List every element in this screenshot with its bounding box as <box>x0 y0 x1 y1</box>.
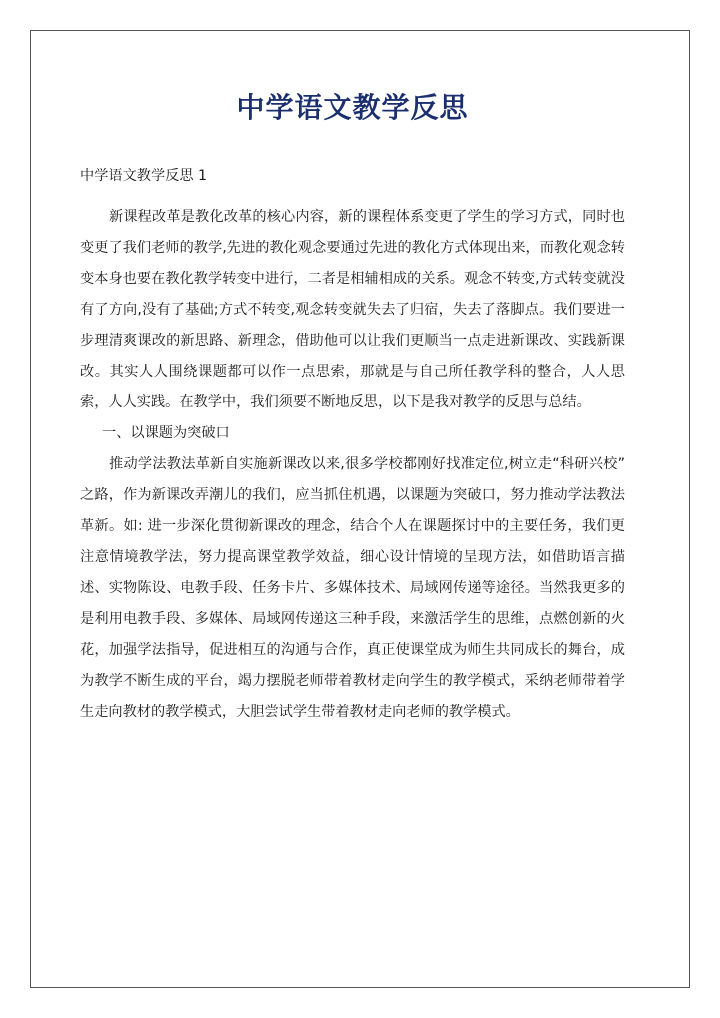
document-subtitle: 中学语文教学反思 1 <box>80 168 208 184</box>
document-title: 中学语文教学反思 <box>236 91 469 124</box>
paragraph-intro: 新课程改革是教化改革的核心内容，新的课程体系变更了学生的学习方式，同时也变更了我们老师的教学,先进的教化观念要通过先进的教化方式体现出来，而教化观念转变本身也要在教化教学转变中进行，二者是相辅相成的关系。观念不转变,方式转变就没有了方向,没有了基础;方式不转变,观念转变就失去了归宿，失去了落脚点。我们要进一步理清爽课改的新思路、新理念，借助他可以让我们更顺当一点走进新课改、实践新课改。其实人人围绕课题都可以作一点思索，那就是与自己所任教学科的整合，人人思索，人人实践。在教学中，我们须要不断地反思，以下是我对教学的反思与总结。 <box>80 209 625 411</box>
document-body <box>80 90 625 727</box>
section-heading-1: 一、以课题为突破口 <box>102 425 230 442</box>
paragraph-section-1: 推动学法教法革新自实施新课改以来,很多学校都刚好找准定位,树立走“科研兴校” 之路，作为新课改弄潮儿的我们，应当抓住机遇，以课题为突破口，努力推动学法教法革新。如: 进一步深化贯彻新课改的理念，结合个人在课题探讨中的主要任务，我们更注意情境教学法，努力提高课堂教学效益，细心设计情境的呈现方法，如借助语言描述、实物陈设、电教手段、任务卡片、多媒体技术、局域网传递等途径。当然我更多的是利用电教手段、多媒体、局域网传递这三种手段，来激活学生的思维，点燃创新的火花，加强学法指导，促进相互的沟通与合作，真正使课堂成为师生共同成长的舞台，成为教学不断生成的平台，竭力摆脱老师带着教材走向学生的教学模式，采纳老师带着学生走向教材的教学模式，大胆尝试学生带着教材走向老师的教学模式。 <box>80 456 625 720</box>
